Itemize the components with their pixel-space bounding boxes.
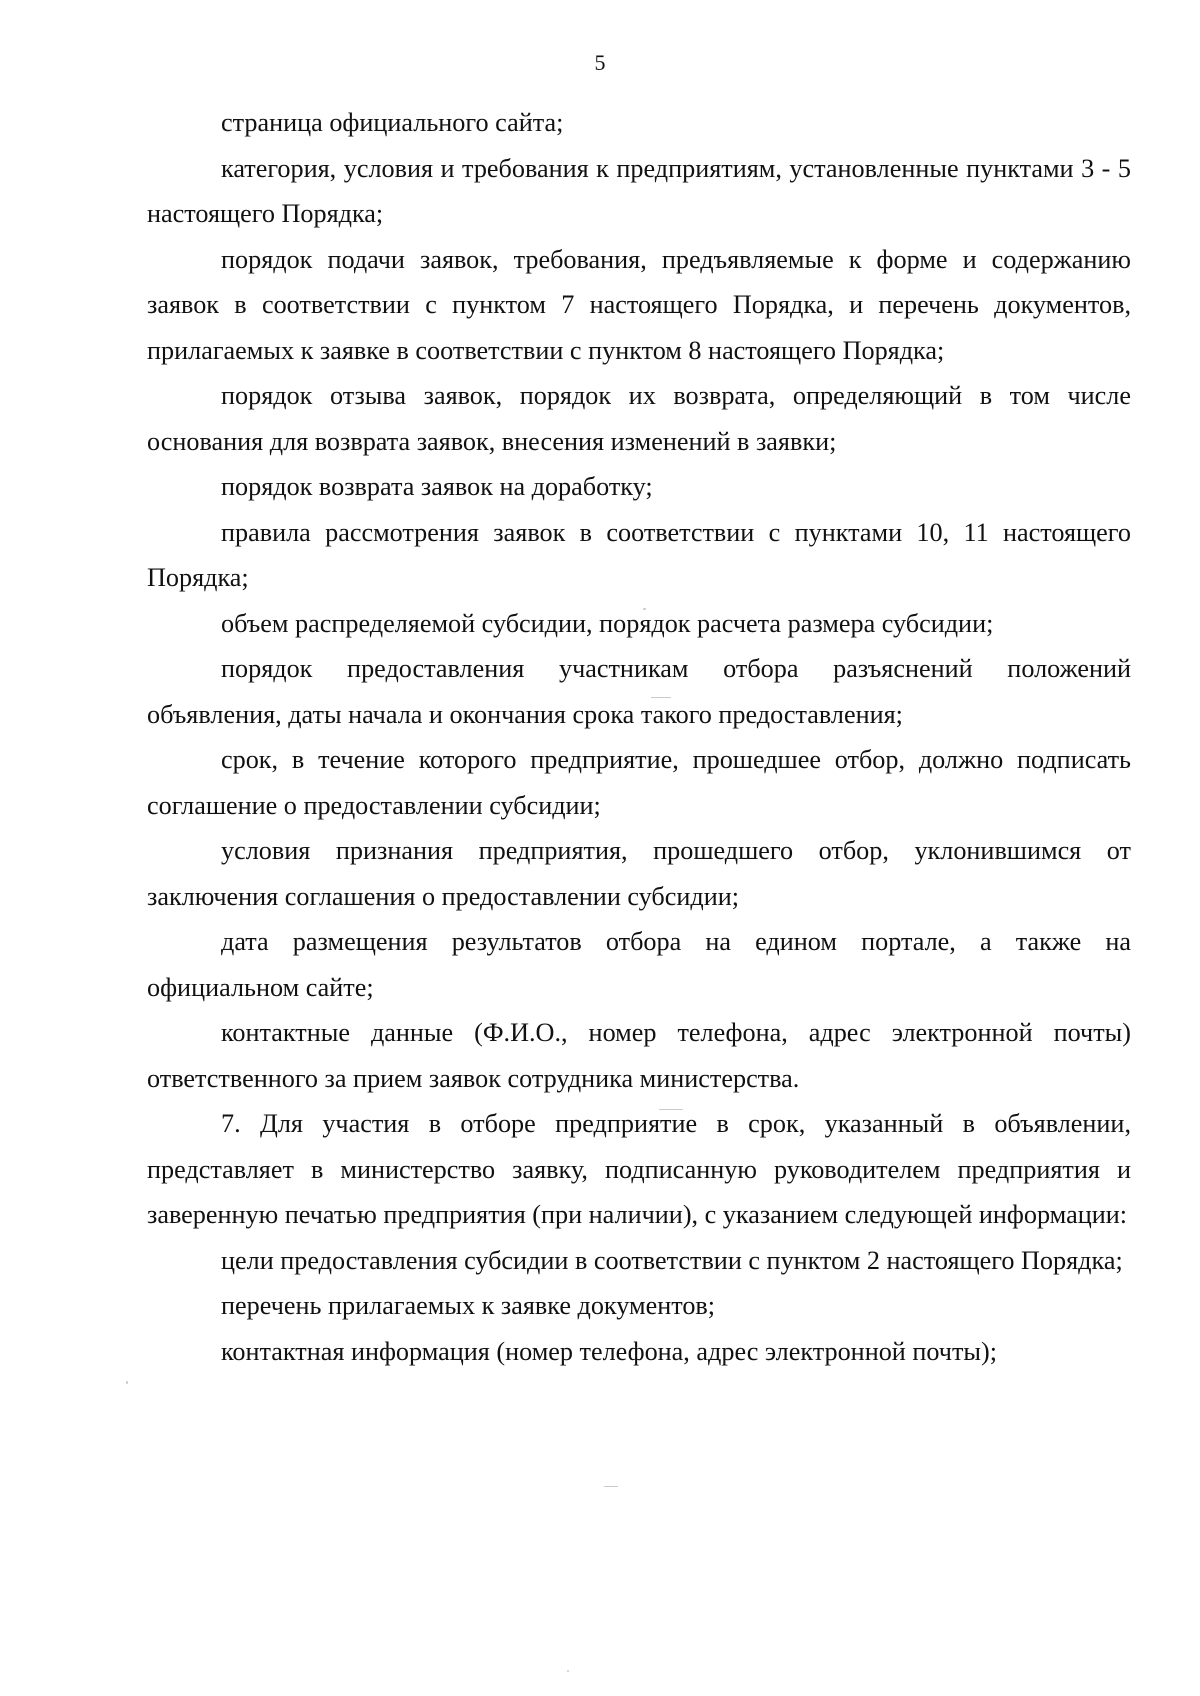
list-item: категория, условия и требования к предприятиям, установленные пунктами 3 - 5 настоящего Порядка; — [147, 153, 1131, 228]
list-item: перечень прилагаемых к заявке документов; — [221, 1291, 716, 1320]
list-item: контактная информация (номер телефона, адрес электронной почты); — [221, 1336, 997, 1366]
list-item: условия признания предприятия, прошедшего отбор, уклонившимся от заключения соглашения о предоставлении субсидии; — [147, 836, 1131, 911]
list-item: порядок возврата заявок на доработку; — [221, 472, 653, 501]
scan-speck — [567, 1670, 569, 1672]
page-number: 5 — [594, 50, 606, 75]
document-body — [147, 100, 1131, 1374]
list-item: порядок подачи заявок, требования, предъявляемые к форме и содержанию заявок в соответствии с пунктом 7 настоящего Порядка, и перечень документов, прилагаемых к заявке в соответствии с пунктом 8 настоящего Порядка; — [147, 244, 1131, 365]
list-item: контактные данные (Ф.И.О., номер телефона, адрес электронной почты) ответственного за прием заявок сотрудника министерства. — [147, 1018, 1131, 1093]
section-paragraph: 7. Для участия в отборе предприятие в срок, указанный в объявлении, представляет в министерство заявку, подписанную руководителем предприятия и заверенную печатью предприятия (при наличии), с указанием следующей информации: — [147, 1109, 1131, 1229]
scan-speck — [651, 697, 671, 698]
list-item: порядок отзыва заявок, порядок их возврата, определяющий в том числе основания для возврата заявок, внесения изменений в заявки; — [147, 381, 1131, 456]
scan-speck — [643, 608, 646, 610]
list-item: страница официального сайта; — [221, 108, 564, 137]
list-item: дата размещения результатов отбора на едином портале, а также на официальном сайте; — [147, 927, 1131, 1002]
scan-speck — [659, 1109, 683, 1110]
list-item: срок, в течение которого предприятие, прошедшее отбор, должно подписать соглашение о предоставлении субсидии; — [147, 745, 1131, 820]
list-item: цели предоставления субсидии в соответствии с пунктом 2 настоящего Порядка; — [221, 1245, 1123, 1275]
scan-speck — [126, 1381, 128, 1384]
scan-speck — [604, 1486, 618, 1487]
list-item: порядок предоставления участникам отбора разъяснений положений объявления, даты начала и окончания срока такого предоставления; — [147, 654, 1131, 729]
list-item: правила рассмотрения заявок в соответствии с пунктами 10, 11 настоящего Порядка; — [147, 517, 1131, 592]
list-item: объем распределяемой субсидии, порядок расчета размера субсидии; — [221, 608, 994, 638]
